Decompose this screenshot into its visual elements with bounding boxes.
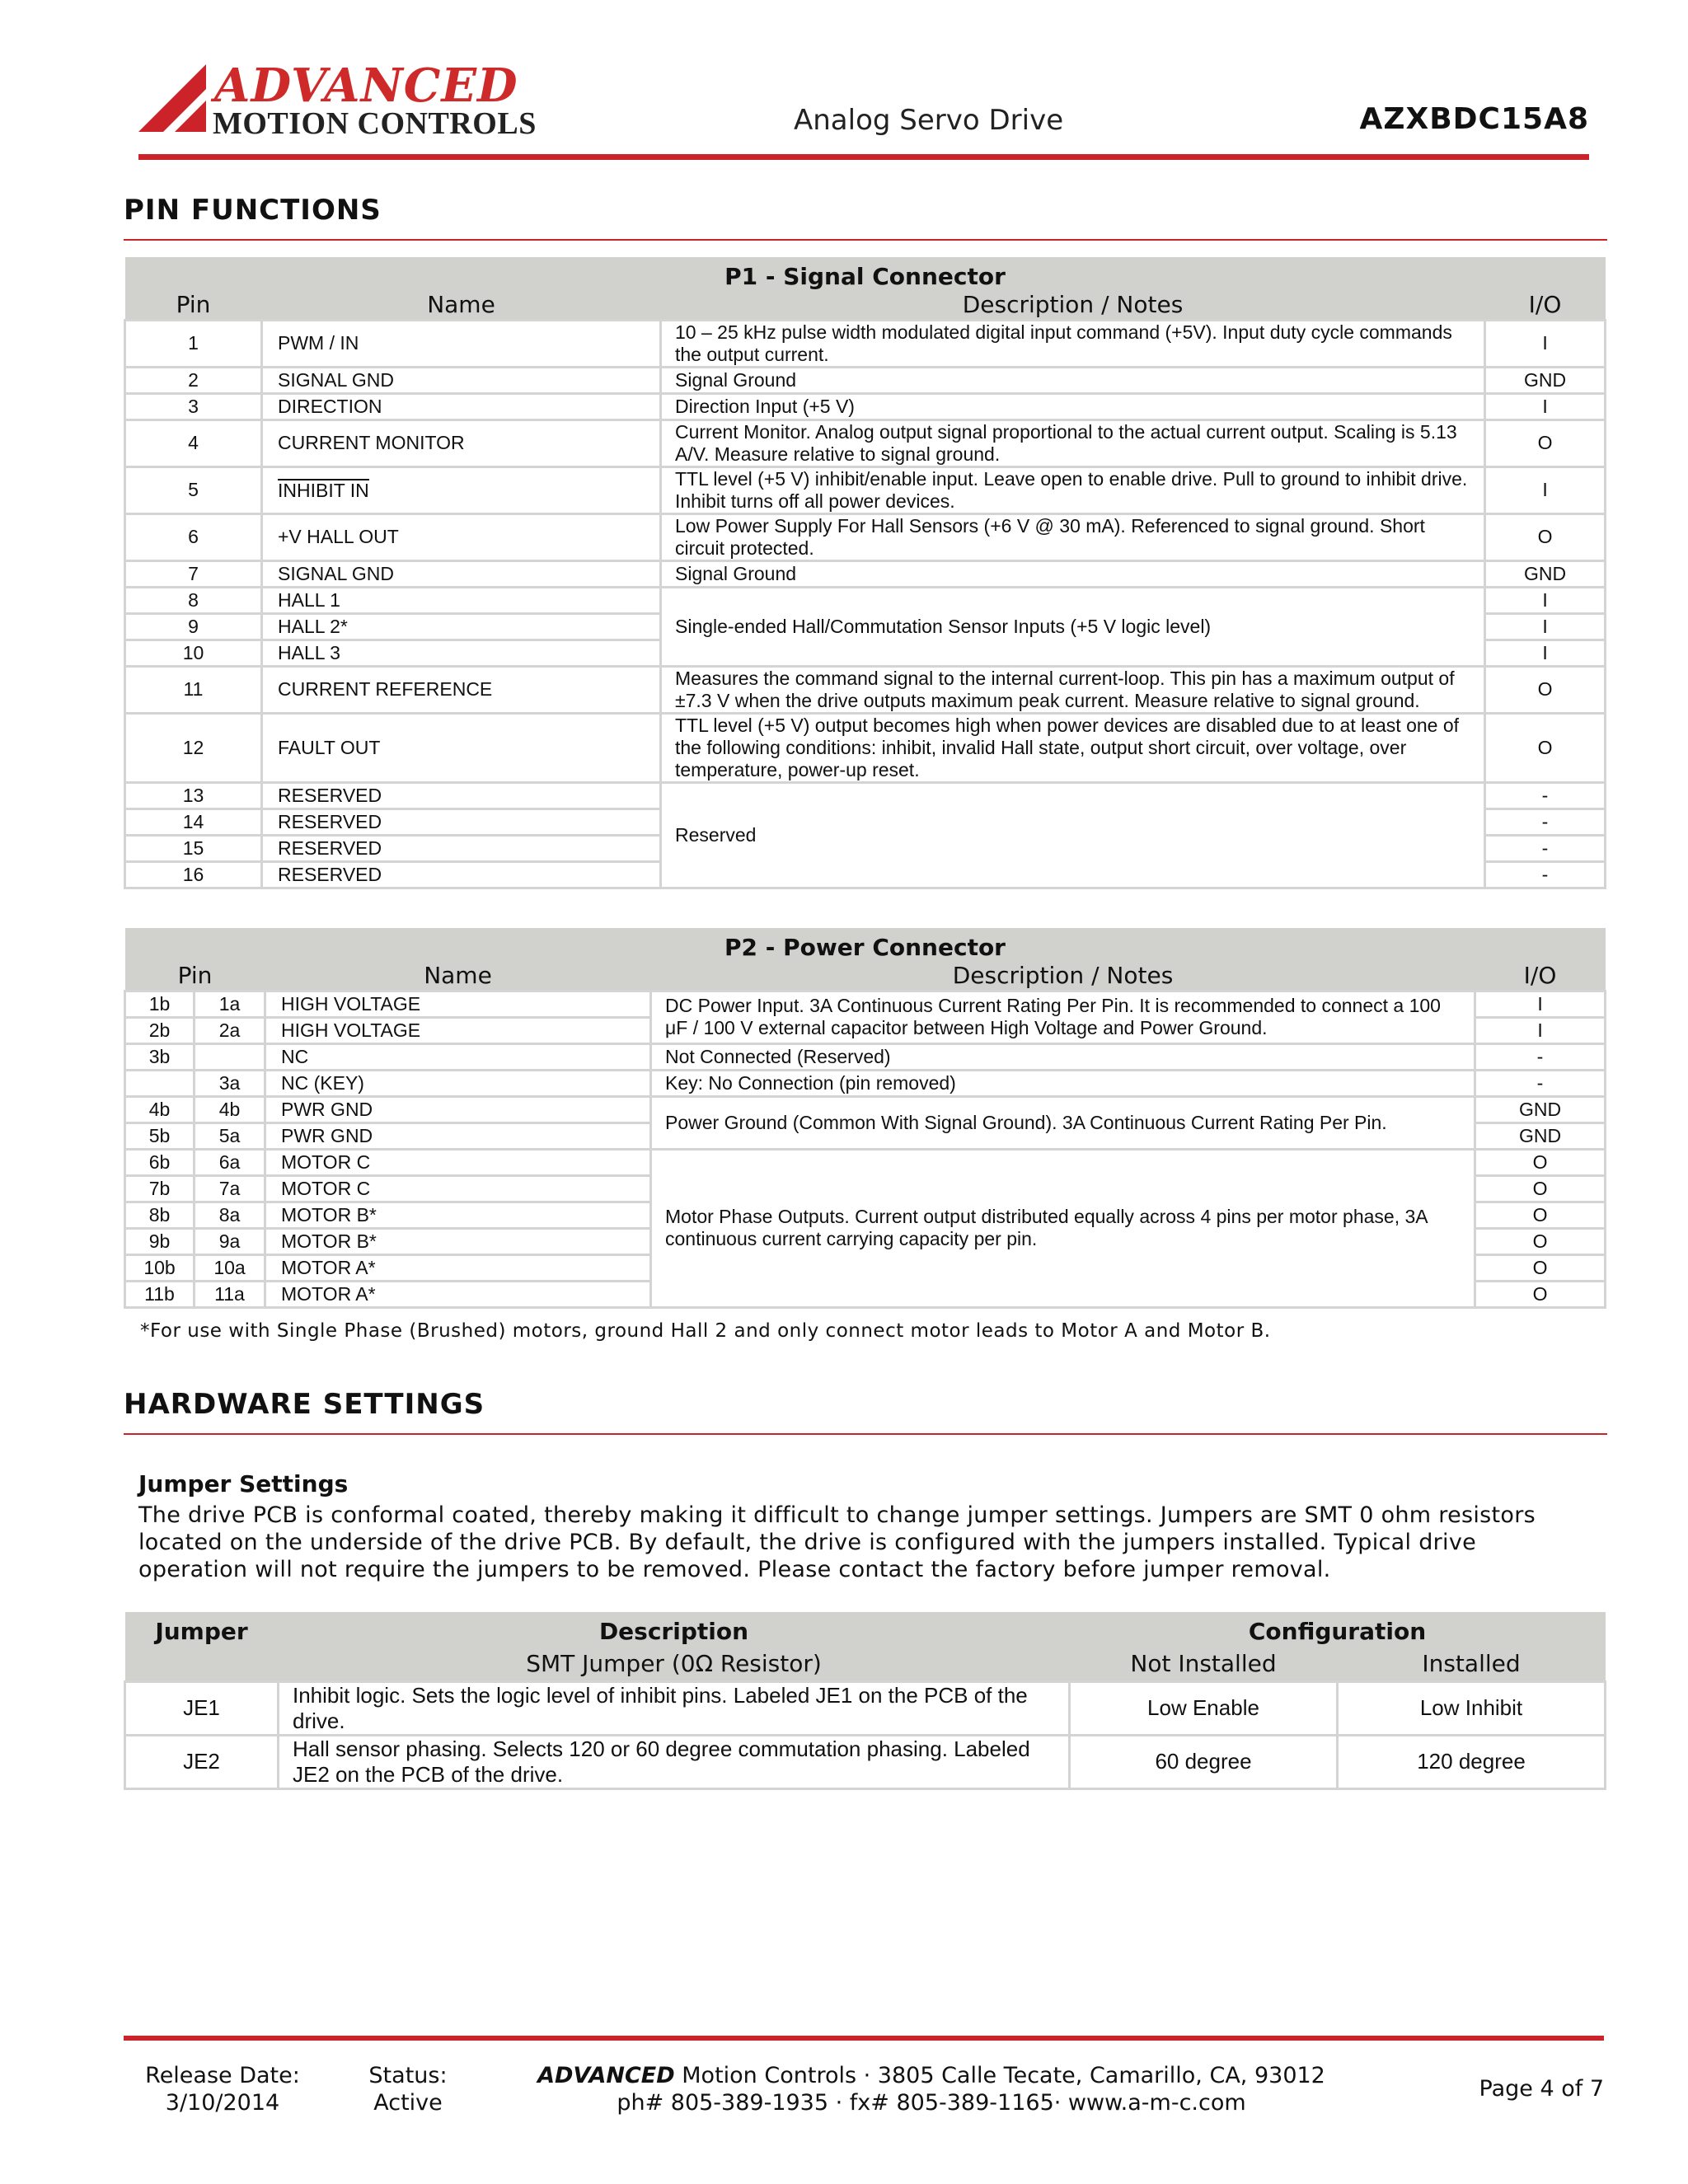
- pin-b: 2b: [125, 1017, 195, 1043]
- logo-triangle-icon: [138, 64, 214, 132]
- page-number: Page 4 of 7: [1479, 2076, 1604, 2102]
- jumper-description: Inhibit logic. Sets the logic level of inhibit pins. Labeled JE1 on the PCB of the drive.: [279, 1681, 1070, 1735]
- pin-io: I: [1485, 320, 1606, 367]
- table-row: [125, 991, 1606, 1017]
- pin-description: Direction Input (+5 V): [661, 393, 1485, 419]
- pin-io: O: [1475, 1281, 1606, 1307]
- pin-name: SIGNAL GND: [262, 367, 661, 393]
- table-caption: P1 - Signal Connector: [125, 257, 1606, 290]
- column-header-description: Description / Notes: [661, 290, 1485, 320]
- pin-io: O: [1475, 1202, 1606, 1228]
- pin-description: TTL level (+5 V) inhibit/enable input. Leave open to enable drive. Pull to ground to inhibit drive. Inhibit turns off all power devices.: [661, 466, 1485, 513]
- pin-io: O: [1475, 1254, 1606, 1281]
- pin-b: [125, 1070, 195, 1096]
- pin-b: 3b: [125, 1043, 195, 1070]
- pin-description: Low Power Supply For Hall Sensors (+6 V @ 30 mA). Referenced to signal ground. Short circuit protected.: [661, 513, 1485, 560]
- table-row: [125, 713, 1606, 782]
- high-voltage-description: DC Power Input. 3A Continuous Current Rating Per Pin. It is recommended to connect a 100 μF / 100 V external capacitor between High Voltage and Power Ground.: [651, 991, 1475, 1043]
- pin-number: 13: [125, 782, 262, 808]
- pin-io: GND: [1485, 560, 1606, 587]
- pin-a: 6a: [195, 1149, 265, 1175]
- pin-name: CURRENT REFERENCE: [262, 666, 661, 713]
- table-row: [125, 1735, 1606, 1788]
- pin-io: O: [1485, 666, 1606, 713]
- jumper-installed-value: Low Inhibit: [1338, 1681, 1606, 1735]
- pin-name: HIGH VOLTAGE: [265, 1017, 651, 1043]
- company-contact: ph# 805-389-1935 · fx# 805-389-1165· www.a-m-c.com: [617, 2090, 1246, 2116]
- table-row: [125, 1681, 1606, 1735]
- pin-io: I: [1485, 466, 1606, 513]
- company-contact-block: [503, 2062, 1360, 2116]
- column-header-pin: Pin: [125, 961, 265, 991]
- part-number: AZXBDC15A8: [1359, 102, 1589, 136]
- jumper-settings-paragraph: The drive PCB is conformal coated, thereby making it difficult to change jumper settings. Jumpers are SMT 0 ohm resistors located on the underside of the drive PCB. By default, the drive is configured with the jumpers installed. Typical drive operation will not require the jumpers to be removed. Please contact the factory before jumper removal.: [138, 1502, 1536, 1582]
- pin-name: [262, 466, 661, 513]
- pin-b: 11b: [125, 1281, 195, 1307]
- pin-b: 4b: [125, 1096, 195, 1122]
- pin-number: 5: [125, 466, 262, 513]
- column-header-configuration: Configuration: [1070, 1612, 1606, 1647]
- pin-name: RESERVED: [262, 782, 661, 808]
- logo-wordmark-top: ADVANCED: [214, 59, 518, 113]
- p1-signal-connector-table: [124, 257, 1606, 889]
- jumper-settings-table: [124, 1612, 1606, 1790]
- release-date-block: [124, 2062, 321, 2116]
- inhibit-in-label: INHIBIT IN: [278, 479, 369, 501]
- pin-name: RESERVED: [262, 835, 661, 861]
- jumper-not-installed-value: 60 degree: [1070, 1735, 1338, 1788]
- power-ground-description: Power Ground (Common With Signal Ground). 3A Continuous Current Rating Per Pin.: [651, 1096, 1475, 1149]
- company-address-text: Motion Controls · 3805 Calle Tecate, Camarillo, CA, 93012: [674, 2063, 1325, 2088]
- pin-name: +V HALL OUT: [262, 513, 661, 560]
- pin-a: 8a: [195, 1202, 265, 1228]
- pin-b: 10b: [125, 1254, 195, 1281]
- pin-io: -: [1475, 1043, 1606, 1070]
- hall-sensor-description: Single-ended Hall/Commutation Sensor Inputs (+5 V logic level): [661, 587, 1485, 666]
- table-row: [125, 513, 1606, 560]
- pin-io: O: [1485, 713, 1606, 782]
- jumper-id: JE2: [125, 1735, 279, 1788]
- status-block: [346, 2062, 470, 2116]
- pin-io: I: [1475, 991, 1606, 1017]
- release-date-label: Release Date:: [145, 2063, 300, 2088]
- pin-number: 11: [125, 666, 262, 713]
- table-row: [125, 367, 1606, 393]
- reserved-description: Reserved: [661, 782, 1485, 888]
- pin-description: TTL level (+5 V) output becomes high when power devices are disabled due to at least one of the following conditions: inhibit, invalid Hall state, output short circuit, over voltage, over temperature, power-up reset.: [661, 713, 1485, 782]
- pin-io: -: [1485, 861, 1606, 888]
- table-footnote: *For use with Single Phase (Brushed) motors, ground Hall 2 and only connect motor leads to Motor A and Motor B.: [140, 1320, 1271, 1342]
- pin-name: MOTOR B*: [265, 1228, 651, 1254]
- pin-name: MOTOR A*: [265, 1254, 651, 1281]
- pin-number: 1: [125, 320, 262, 367]
- table-row: [125, 587, 1606, 613]
- pin-number: 14: [125, 808, 262, 835]
- footer-divider: [124, 2036, 1604, 2041]
- status-value: Active: [373, 2090, 443, 2116]
- pin-a: 11a: [195, 1281, 265, 1307]
- table-row: [125, 466, 1606, 513]
- pin-name: HALL 3: [262, 640, 661, 666]
- document-type: Analog Servo Drive: [794, 104, 1064, 137]
- column-header-io: I/O: [1485, 290, 1606, 320]
- pin-name: NC: [265, 1043, 651, 1070]
- company-logo: [138, 61, 551, 143]
- pin-a: [195, 1043, 265, 1070]
- header-divider: [138, 154, 1589, 160]
- pin-io: -: [1485, 835, 1606, 861]
- pin-a: 10a: [195, 1254, 265, 1281]
- pin-b: 7b: [125, 1175, 195, 1202]
- column-header-description: Description / Notes: [651, 961, 1475, 991]
- pin-number: 9: [125, 613, 262, 640]
- jumper-description: Hall sensor phasing. Selects 120 or 60 degree commutation phasing. Labeled JE2 on the PCB of the drive.: [279, 1735, 1070, 1788]
- pin-a: 9a: [195, 1228, 265, 1254]
- pin-io: I: [1485, 587, 1606, 613]
- subheader-not-installed: Not Installed: [1070, 1647, 1338, 1681]
- pin-b: 8b: [125, 1202, 195, 1228]
- pin-b: 6b: [125, 1149, 195, 1175]
- pin-name: FAULT OUT: [262, 713, 661, 782]
- column-header-description: Description: [279, 1612, 1070, 1647]
- p2-power-connector-table: [124, 928, 1606, 1309]
- pin-io: GND: [1485, 367, 1606, 393]
- pin-number: 4: [125, 419, 262, 466]
- pin-a: 1a: [195, 991, 265, 1017]
- table-row: [125, 320, 1606, 367]
- column-header-name: Name: [262, 290, 661, 320]
- pin-description: Measures the command signal to the internal current-loop. This pin has a maximum output of ±7.3 V when the drive outputs maximum peak current. Measure relative to signal ground.: [661, 666, 1485, 713]
- jumper-not-installed-value: Low Enable: [1070, 1681, 1338, 1735]
- page-footer: [124, 2062, 1604, 2128]
- pin-description: Current Monitor. Analog output signal proportional to the actual current output. Scaling is 5.13 A/V. Measure relative to signal ground.: [661, 419, 1485, 466]
- column-header-io: I/O: [1475, 961, 1606, 991]
- pin-name: HALL 1: [262, 587, 661, 613]
- pin-name: HALL 2*: [262, 613, 661, 640]
- pin-name: CURRENT MONITOR: [262, 419, 661, 466]
- pin-io: I: [1485, 640, 1606, 666]
- status-label: Status:: [368, 2063, 448, 2088]
- pin-name: PWR GND: [265, 1096, 651, 1122]
- pin-io: I: [1485, 613, 1606, 640]
- page-header: [138, 61, 1589, 162]
- pin-name: MOTOR C: [265, 1149, 651, 1175]
- pin-io: -: [1485, 808, 1606, 835]
- subheader-installed: Installed: [1338, 1647, 1606, 1681]
- pin-name: PWM / IN: [262, 320, 661, 367]
- section-title-hardware-settings: HARDWARE SETTINGS: [124, 1388, 485, 1421]
- pin-io: -: [1475, 1070, 1606, 1096]
- pin-name: RESERVED: [262, 808, 661, 835]
- pin-name: PWR GND: [265, 1122, 651, 1149]
- pin-b: 9b: [125, 1228, 195, 1254]
- motor-phase-description: Motor Phase Outputs. Current output distributed equally across 4 pins per motor phase, 3A continuous current carrying capacity per pin.: [651, 1149, 1475, 1307]
- table-row: [125, 1043, 1606, 1070]
- column-header-name: Name: [265, 961, 651, 991]
- pin-b: 1b: [125, 991, 195, 1017]
- pin-description: Signal Ground: [661, 367, 1485, 393]
- pin-io: O: [1475, 1149, 1606, 1175]
- pin-description: Signal Ground: [661, 560, 1485, 587]
- pin-number: 3: [125, 393, 262, 419]
- logo-wordmark-bottom: MOTION CONTROLS: [213, 106, 537, 141]
- pin-number: 8: [125, 587, 262, 613]
- table-row: [125, 666, 1606, 713]
- table-row: [125, 1149, 1606, 1175]
- pin-number: 7: [125, 560, 262, 587]
- pin-description: Key: No Connection (pin removed): [651, 1070, 1475, 1096]
- pin-io: O: [1485, 513, 1606, 560]
- table-row: [125, 393, 1606, 419]
- pin-io: O: [1485, 419, 1606, 466]
- pin-description: 10 – 25 kHz pulse width modulated digital input command (+5V). Input duty cycle commands the output current.: [661, 320, 1485, 367]
- pin-io: GND: [1475, 1122, 1606, 1149]
- pin-a: 7a: [195, 1175, 265, 1202]
- subheader-empty: [125, 1647, 279, 1681]
- table-caption: P2 - Power Connector: [125, 928, 1606, 961]
- subheader-smt-jumper: SMT Jumper (0Ω Resistor): [279, 1647, 1070, 1681]
- pin-b: 5b: [125, 1122, 195, 1149]
- section-divider: [124, 239, 1607, 241]
- column-header-pin: Pin: [125, 290, 262, 320]
- release-date-value: 3/10/2014: [165, 2090, 280, 2116]
- pin-name: RESERVED: [262, 861, 661, 888]
- table-row: [125, 1096, 1606, 1122]
- pin-a: 5a: [195, 1122, 265, 1149]
- pin-name: MOTOR A*: [265, 1281, 651, 1307]
- pin-name: DIRECTION: [262, 393, 661, 419]
- table-row: [125, 1070, 1606, 1096]
- pin-number: 16: [125, 861, 262, 888]
- jumper-settings-title: Jumper Settings: [138, 1470, 349, 1497]
- section-title-pin-functions: PIN FUNCTIONS: [124, 194, 382, 227]
- pin-name: SIGNAL GND: [262, 560, 661, 587]
- pin-number: 10: [125, 640, 262, 666]
- table-row: [125, 782, 1606, 808]
- pin-io: I: [1485, 393, 1606, 419]
- jumper-id: JE1: [125, 1681, 279, 1735]
- pin-io: GND: [1475, 1096, 1606, 1122]
- table-row: [125, 560, 1606, 587]
- pin-name: MOTOR B*: [265, 1202, 651, 1228]
- pin-number: 15: [125, 835, 262, 861]
- jumper-installed-value: 120 degree: [1338, 1735, 1606, 1788]
- pin-name: NC (KEY): [265, 1070, 651, 1096]
- section-divider: [124, 1433, 1607, 1435]
- pin-name: HIGH VOLTAGE: [265, 991, 651, 1017]
- pin-description: Not Connected (Reserved): [651, 1043, 1475, 1070]
- pin-io: O: [1475, 1175, 1606, 1202]
- pin-number: 12: [125, 713, 262, 782]
- pin-number: 2: [125, 367, 262, 393]
- pin-number: 6: [125, 513, 262, 560]
- pin-io: I: [1475, 1017, 1606, 1043]
- pin-io: -: [1485, 782, 1606, 808]
- company-brand: ADVANCED: [537, 2063, 675, 2088]
- pin-io: O: [1475, 1228, 1606, 1254]
- pin-name: MOTOR C: [265, 1175, 651, 1202]
- column-header-jumper: Jumper: [125, 1612, 279, 1647]
- pin-a: 4b: [195, 1096, 265, 1122]
- pin-a: 3a: [195, 1070, 265, 1096]
- pin-a: 2a: [195, 1017, 265, 1043]
- table-row: [125, 419, 1606, 466]
- company-address: [503, 2062, 1360, 2089]
